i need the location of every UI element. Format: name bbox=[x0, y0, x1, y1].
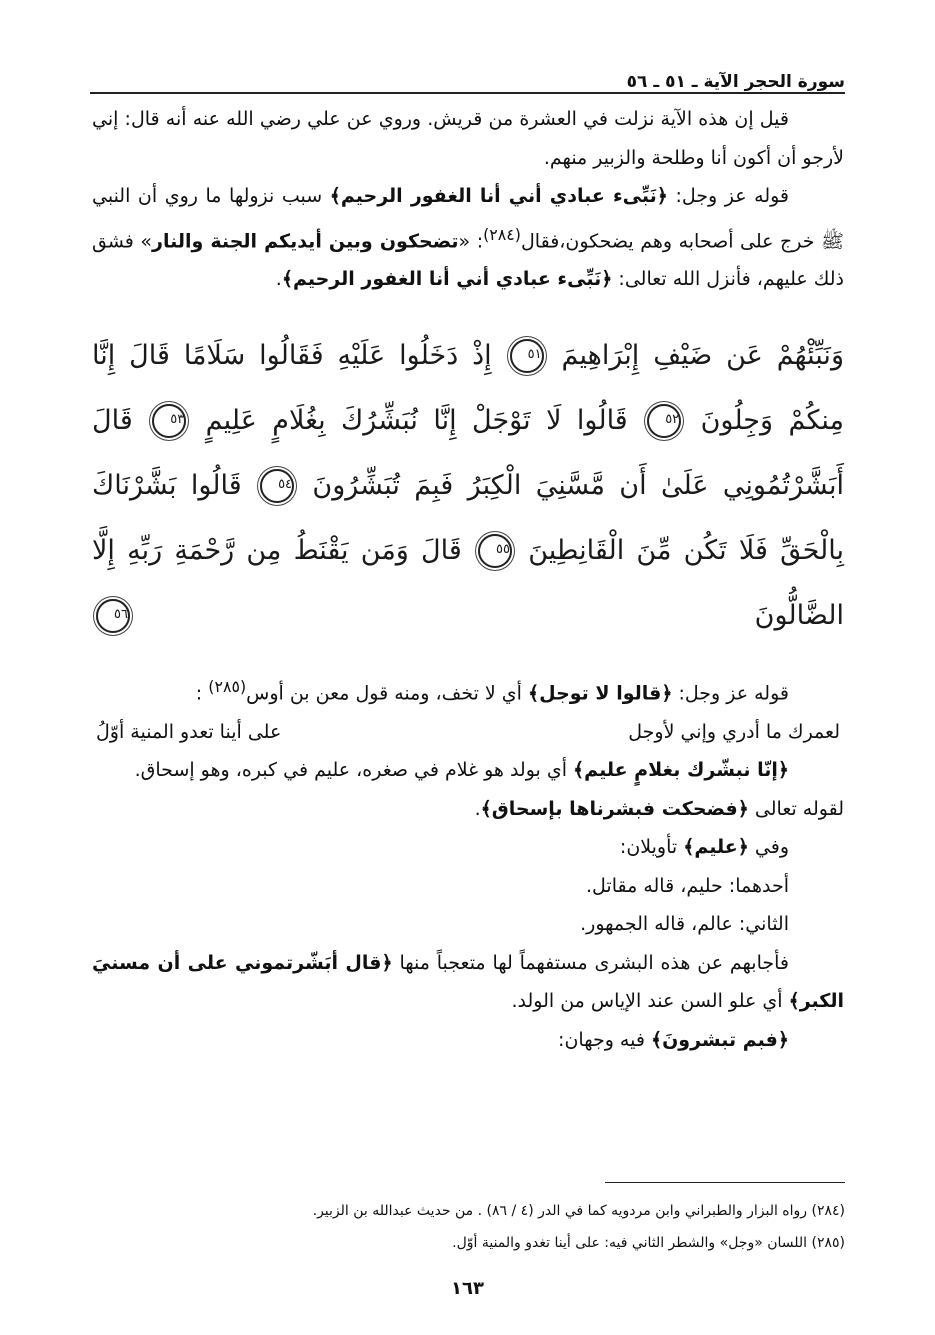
p6-text-c: تأويلان: bbox=[619, 836, 684, 859]
p2-text-h: . bbox=[275, 268, 282, 291]
verse-56: قَالَ وَمَن يَقْنَطُ مِن رَّحْمَةِ رَبِّهِ إِلَّا الضَّالُّونَ bbox=[92, 534, 844, 631]
verse-52: إِذْ دَخَلُوا عَلَيْهِ فَقَالُوا سَلَامًا قَالَ إِنَّا مِنكُمْ وَجِلُونَ bbox=[92, 339, 844, 436]
verse-55: قَالُوا بَشَّرْنَاكَ بِالْحَقِّ فَلَا تَكُن مِّنَ الْقَانِطِينَ bbox=[92, 469, 844, 566]
footnotes bbox=[90, 1195, 845, 1259]
verse-number-55: ٥٥ bbox=[478, 534, 512, 568]
paragraph-3 bbox=[92, 668, 844, 713]
footnote-ref-285[interactable]: (٢٨٥) bbox=[208, 676, 247, 696]
verse-number-54: ٥٤ bbox=[260, 469, 294, 503]
paragraph-9 bbox=[92, 944, 844, 1021]
verse-number-52: ٥٢ bbox=[647, 404, 681, 438]
page-number: ١٦٣ bbox=[451, 1278, 484, 1299]
p2-quote-1: ﴿نَبِّىء عبادي أني أنا الغفور الرحيم﴾ bbox=[329, 185, 668, 207]
paragraph-7: أحدهما: حليم، قاله مقاتل. bbox=[586, 874, 789, 897]
p5-text-c: . bbox=[474, 797, 481, 820]
p6-text-a: وفي bbox=[748, 836, 789, 859]
running-header bbox=[90, 58, 845, 92]
p3-text-d: : bbox=[195, 682, 209, 705]
p2-hadith: تضحكون وبين أيديكم الجنة والنار bbox=[152, 229, 459, 252]
p6-quote: ﴿عليم﴾ bbox=[683, 836, 749, 859]
paragraph-10 bbox=[92, 1021, 844, 1060]
paragraph-4 bbox=[92, 751, 844, 790]
footnote-ref-284[interactable]: (٢٨٤) bbox=[483, 224, 521, 244]
p2-text-a: قوله عز وجل: bbox=[667, 185, 790, 207]
p9-quote: ﴿قال أبَشّرتموني على أن مسنيَ الكبر﴾ bbox=[92, 951, 844, 1013]
verse-number-51: ٥١ bbox=[510, 339, 544, 373]
verse-53: قَالُوا لَا تَوْجَلْ إِنَّا نُبَشِّرُكَ بِغُلَامٍ عَلِيمٍ bbox=[205, 404, 628, 436]
p2-text-c: سبب نزولها ما روي أن النبي ﷺ خرج على أصحابه وهم يضحكون،فقال bbox=[92, 185, 844, 252]
p3-text-c: أي لا تخف، ومنه قول معن بن أوس bbox=[246, 682, 528, 705]
p5-quote: ﴿فضحكت فبشرناها بإسحاق﴾ bbox=[480, 797, 749, 820]
paragraph-5 bbox=[92, 790, 844, 829]
paragraph-6 bbox=[92, 828, 844, 867]
p10-quote: ﴿فبم تبشرونَ﴾ bbox=[650, 1028, 789, 1051]
quran-block bbox=[92, 323, 844, 648]
page-body bbox=[92, 100, 844, 1059]
paragraph-2 bbox=[92, 177, 844, 299]
verse-number-56: ٥٦ bbox=[96, 599, 130, 633]
p2-text-f: » فشق ذلك عليهم، فأنزل الله تعالى: bbox=[92, 229, 844, 291]
p2-quote-2: ﴿نَبِّىء عبادي أني أنا الغفور الرحيم﴾ bbox=[281, 268, 613, 291]
p9-text-c: أي علو السن عند الإياس من الولد. bbox=[511, 990, 789, 1013]
footnote-285: (٢٨٥) اللسان «وجل» والشطر الثاني فيه: على أينا تغدو والمنية أوّل. bbox=[452, 1235, 845, 1251]
p3-text-a: قوله عز وجل: bbox=[672, 682, 789, 705]
footnote-284: (٢٨٤) رواه البزار والطبراني وابن مردويه كما في الدر (٤ / ٨٦) . من حديث عبدالله بن الزبير. bbox=[312, 1203, 845, 1219]
paragraph-1: قيل إن هذه الآية نزلت في العشرة من قريش. وروي عن علي رضي الله عنه أنه قال: إني لأرجو أن أكون أنا وطلحة والزبير منهم. bbox=[92, 108, 844, 169]
verse-51: وَنَبِّئْهُمْ عَن ضَيْفِ إِبْرَاهِيمَ bbox=[561, 339, 844, 371]
poem-second-hemistich: على أينا تعدو المنية أوّلُ bbox=[96, 720, 282, 743]
poem-verse bbox=[92, 713, 844, 752]
footnote-rule bbox=[605, 1182, 845, 1183]
p4-text: أي بولد هو غلام في صغره، عليم في كبره، وهو إسحاق. bbox=[134, 759, 574, 782]
verse-54: قَالَ أَبَشَّرْتُمُونِي عَلَىٰ أَن مَّسَّنِيَ الْكِبَرُ فَبِمَ تُبَشِّرُونَ bbox=[92, 404, 844, 501]
p4-quote: ﴿إنّا نبشّرك بغلامٍ عليم﴾ bbox=[573, 759, 789, 782]
header-rule bbox=[90, 92, 845, 94]
header-title: سورة الحجر الآية ـ ٥١ ـ ٥٦ bbox=[626, 72, 845, 92]
verse-number-53: ٥٣ bbox=[152, 404, 186, 438]
p3-quote: ﴿قالوا لا توجل﴾ bbox=[527, 682, 673, 705]
poem-first-hemistich: لعمرك ما أدري وإني لأوجل bbox=[628, 720, 840, 743]
p2-text-d: : « bbox=[458, 229, 484, 252]
p10-text: فيه وجهان: bbox=[558, 1028, 651, 1051]
p5-text-a: لقوله تعالى bbox=[748, 797, 844, 820]
paragraph-8: الثاني: عالم، قاله الجمهور. bbox=[580, 913, 789, 936]
p9-text-a: فأجابهم عن هذه البشرى مستفهماً لها متعجباً منها bbox=[392, 951, 789, 974]
